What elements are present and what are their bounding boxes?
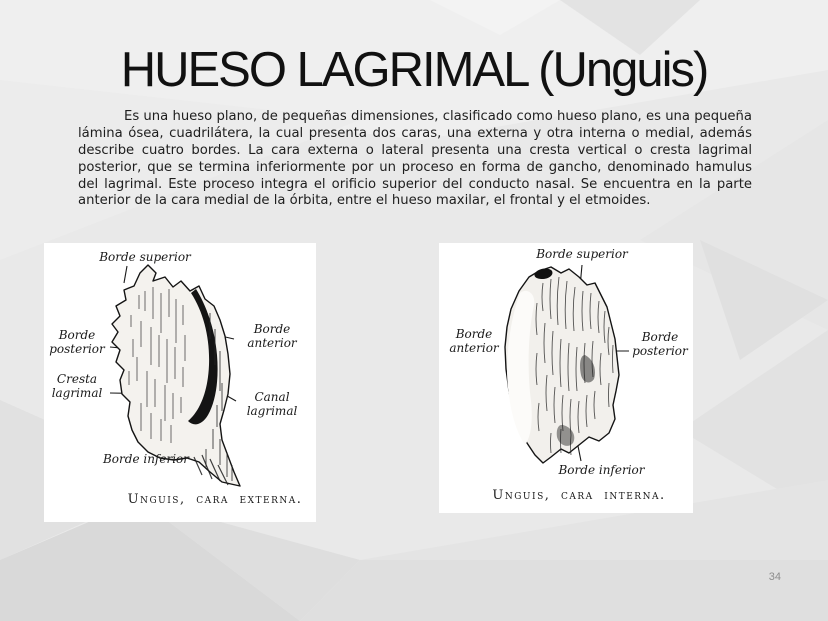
- page-title: HUESO LAGRIMAL (Unguis): [120, 43, 708, 97]
- label-canal-lagrimal: Canal lagrimal: [246, 390, 298, 419]
- label-borde-superior: Borde superior: [99, 250, 191, 264]
- label-borde-posterior: Borde posterior: [49, 328, 105, 357]
- label-borde-inferior: Borde inferior: [102, 452, 190, 466]
- label-borde-inferior: Borde inferior: [558, 463, 645, 477]
- label-borde-posterior: Borde posterior: [632, 330, 688, 359]
- label-borde-anterior: Borde anterior: [449, 327, 499, 356]
- label-borde-anterior: Borde anterior: [247, 322, 297, 351]
- page-number: 34: [768, 571, 781, 583]
- label-borde-superior: Borde superior: [536, 247, 628, 261]
- figure-lacrimal-external: [44, 243, 316, 522]
- figure-caption-externa: Unguis, cara externa.: [127, 492, 303, 507]
- body-paragraph: Es una hueso plano, de pequeñas dimensiones, clasificado como hueso plano, es una pequeña lámina ósea, cuadrilátera, la cual presenta dos caras, una externa y otra interna o medial, además describe cuatro bordes. La cara externa o lateral presenta una cresta vertical o cresta lagrimal posterior, que se termina inferiormente por un proceso en forma de gancho, denominado hamulus del lagrimal. Este proceso integra el orificio superior del conducto nasal. Se encuentra en la parte anterior de la cara medial de la órbita, entre el hueso maxilar, el frontal y el etmoides.: [78, 109, 752, 209]
- figure-caption-interna: Unguis, cara interna.: [492, 488, 666, 503]
- label-cresta-lagrimal: Cresta lagrimal: [51, 372, 103, 401]
- figure-lacrimal-internal: [439, 243, 693, 513]
